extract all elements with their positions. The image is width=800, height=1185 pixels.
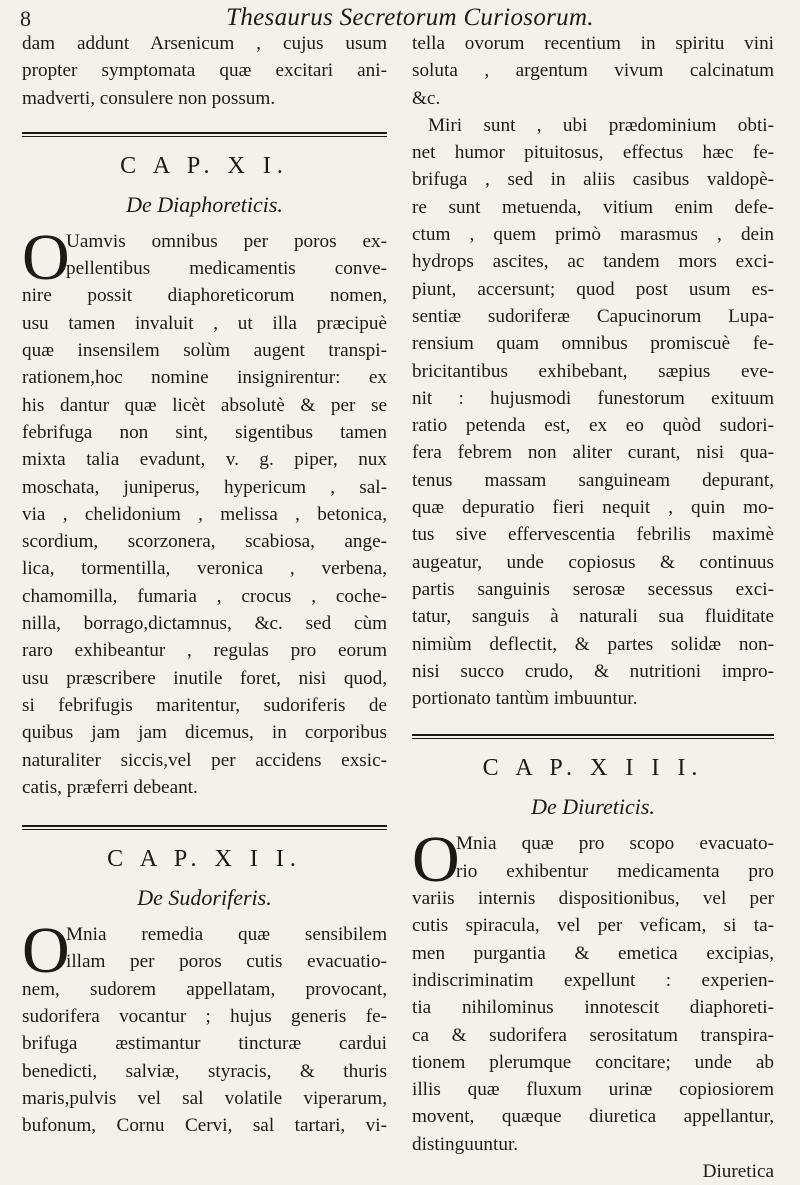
text-line: maris,pulvis vel sal volatile viperarum,	[22, 1087, 387, 1109]
text-line: Uamvis omnibus per poros ex-	[66, 230, 387, 252]
text-line: si febrifugis maritentur, sudoriferis de	[22, 694, 387, 716]
text-line: tatur, sanguis à naturali sua fluiditate	[412, 606, 774, 628]
text-line: chamomilla, fumaria , crocus , coche-	[22, 585, 387, 607]
text-line: ratio petenda est, ex eo quòd sudori-	[412, 415, 774, 437]
text-line: bufonum, Cornu Cervi, sal tartari, vi-	[22, 1115, 387, 1137]
text-line: rationem,hoc nomine insignirentur: ex	[22, 367, 387, 389]
text-line: his dantur quæ licèt absolutè & per se	[22, 394, 387, 416]
text-line: ctum , quem primò marasmus , dein	[412, 224, 774, 246]
text-line: madverti, consulere non possum.	[22, 87, 276, 109]
text-line: tionem plerumque concitare; unde ab	[412, 1051, 774, 1073]
text-line: usu tamen invaluit , ut illa præcipuè	[22, 312, 387, 334]
text-line: augeatur, unde copiosus & continuus	[412, 551, 774, 573]
text-line: illam per poros cutis evacuatio-	[66, 951, 387, 973]
text-line: moschata, juniperus, hypericum , sal-	[22, 476, 387, 498]
text-line: catis, præferri debeant.	[22, 776, 198, 798]
text-line: illis quæ fluxum urinæ copiosiorem	[412, 1079, 774, 1101]
text-line: nilla, borrago,dictamnus, &c. sed cùm	[22, 613, 387, 635]
running-title: Thesaurus Secretorum Curiosorum.	[226, 4, 594, 31]
section-rule	[22, 825, 387, 827]
text-line: nisi succo crudo, & nutritioni impro-	[412, 660, 774, 682]
text-line: nire possit diaphoreticorum nomen,	[22, 285, 387, 307]
text-line: cutis spiracula, vel per veficam, si ta-	[412, 915, 774, 937]
text-line: re sunt metuenda, vitium enim defe-	[412, 196, 774, 218]
text-line: quæ depuratio fieri nequit , quin mo-	[412, 497, 774, 519]
text-line: piunt, accersunt; quod post usum es-	[412, 278, 774, 300]
text-line: scordium, scorzonera, scabiosa, ange-	[22, 531, 387, 553]
text-line: mixta talia evadunt, v. g. piper, nux	[22, 449, 387, 471]
text-line: febrifuga non sint, sigentibus tamen	[22, 421, 387, 443]
text-line: propter symptomata quæ excitari ani-	[22, 60, 387, 82]
text-line: pellentibus medicamentis conve-	[66, 258, 387, 280]
text-line: ca & sudorifera serositatum transpira-	[412, 1024, 774, 1046]
text-line: quæ insensilem solùm augent transpi-	[22, 340, 387, 362]
text-line: variis internis dispositionibus, vel per	[412, 888, 774, 910]
text-line: distinguuntur.	[412, 1133, 519, 1155]
text-line: nimiùm deflectit, & partes solidæ non-	[412, 633, 774, 655]
chapter-heading: C A P. X I I.	[107, 846, 302, 873]
chapter-heading: C A P. X I.	[120, 152, 289, 179]
section-rule	[22, 132, 387, 134]
chapter-heading: C A P. X I I I.	[482, 755, 704, 782]
drop-cap: O	[412, 823, 460, 897]
chapter-body	[22, 220, 387, 801]
text-line: Mnia quæ pro scopo evacuato-	[456, 833, 774, 855]
text-line: tia nihilominus innotescit diaphoreti-	[412, 997, 774, 1019]
text-line: Mnia remedia quæ sensibilem	[66, 924, 387, 946]
text-line: Miri sunt , ubi prædominium obti-	[428, 114, 774, 136]
catchword: Diuretica	[702, 1160, 774, 1182]
drop-cap: O	[22, 220, 70, 294]
text-line: movent, quæque diuretica appellantur,	[412, 1106, 774, 1128]
left-column	[22, 30, 387, 1140]
chapter-title: De Diureticis.	[531, 794, 655, 820]
text-line: indiscriminatim expellunt : experien-	[412, 969, 774, 991]
text-line: rensium quam omnibus promiscuè fe-	[412, 333, 774, 355]
text-line: lica, tormentilla, veronica , verbena,	[22, 558, 387, 580]
right-column	[412, 30, 774, 1185]
text-line: brifuga , sed in aliis casibus valdopè-	[412, 169, 774, 191]
text-line: rio exhibentur medicamenta pro	[456, 860, 774, 882]
text-line: via , chelidonium , melissa , betonica,	[22, 503, 387, 525]
chapter-body	[22, 914, 387, 1139]
text-line: quibus jam jam dicemus, in corporibus	[22, 722, 387, 744]
text-line: tella ovorum recentium in spiritu vini	[412, 33, 774, 54]
text-line: portionato tantùm imbuuntur.	[412, 688, 638, 710]
text-line: &c.	[412, 87, 441, 109]
text-line: partis sanguinis serosæ secessus exci-	[412, 578, 774, 600]
chapter-body	[412, 823, 774, 1185]
section-rule	[412, 734, 774, 736]
text-line: bricitantibus exhibebant, sæpius eve-	[412, 360, 774, 382]
text-line: nit : hujusmodi funestorum exituum	[412, 387, 774, 409]
text-line: dam addunt Arsenicum , cujus usum	[22, 33, 387, 54]
text-line: benedicti, salviæ, styracis, & thuris	[22, 1060, 387, 1082]
text-line: sudorifera vocantur ; hujus generis fe-	[22, 1006, 387, 1028]
text-line: usu præscribere inutile foret, nisi quod,	[22, 667, 387, 689]
text-line: tus sive effervescentia febrilis maximè	[412, 524, 774, 546]
text-line: tenus massam sanguineam depurant,	[412, 469, 774, 491]
page-number: 8	[20, 6, 31, 31]
text-line: fera febrem non aliter curant, nisi qua-	[412, 442, 774, 464]
text-line: soluta , argentum vivum calcinatum	[412, 60, 774, 82]
text-line: brifuga æstimantur tincturæ cardui	[22, 1033, 387, 1055]
chapter-title: De Sudoriferis.	[137, 885, 272, 911]
text-line: net humor pituitosus, effectus hæc fe-	[412, 142, 774, 164]
text-line: naturaliter siccis,vel per accidens exsic-	[22, 749, 387, 771]
chapter-title: De Diaphoreticis.	[126, 191, 283, 217]
text-line: sentiæ sudoriferæ Capucinorum Lupa-	[412, 305, 774, 327]
text-line: raro exhibeantur , regulas pro eorum	[22, 640, 387, 662]
text-line: men purgantia & emetica excipias,	[412, 942, 774, 964]
text-line: nem, sudorem appellatam, provocant,	[22, 978, 387, 1000]
drop-cap: O	[22, 914, 70, 988]
text-line: hydrops ascites, ac tandem mors exci-	[412, 251, 774, 273]
